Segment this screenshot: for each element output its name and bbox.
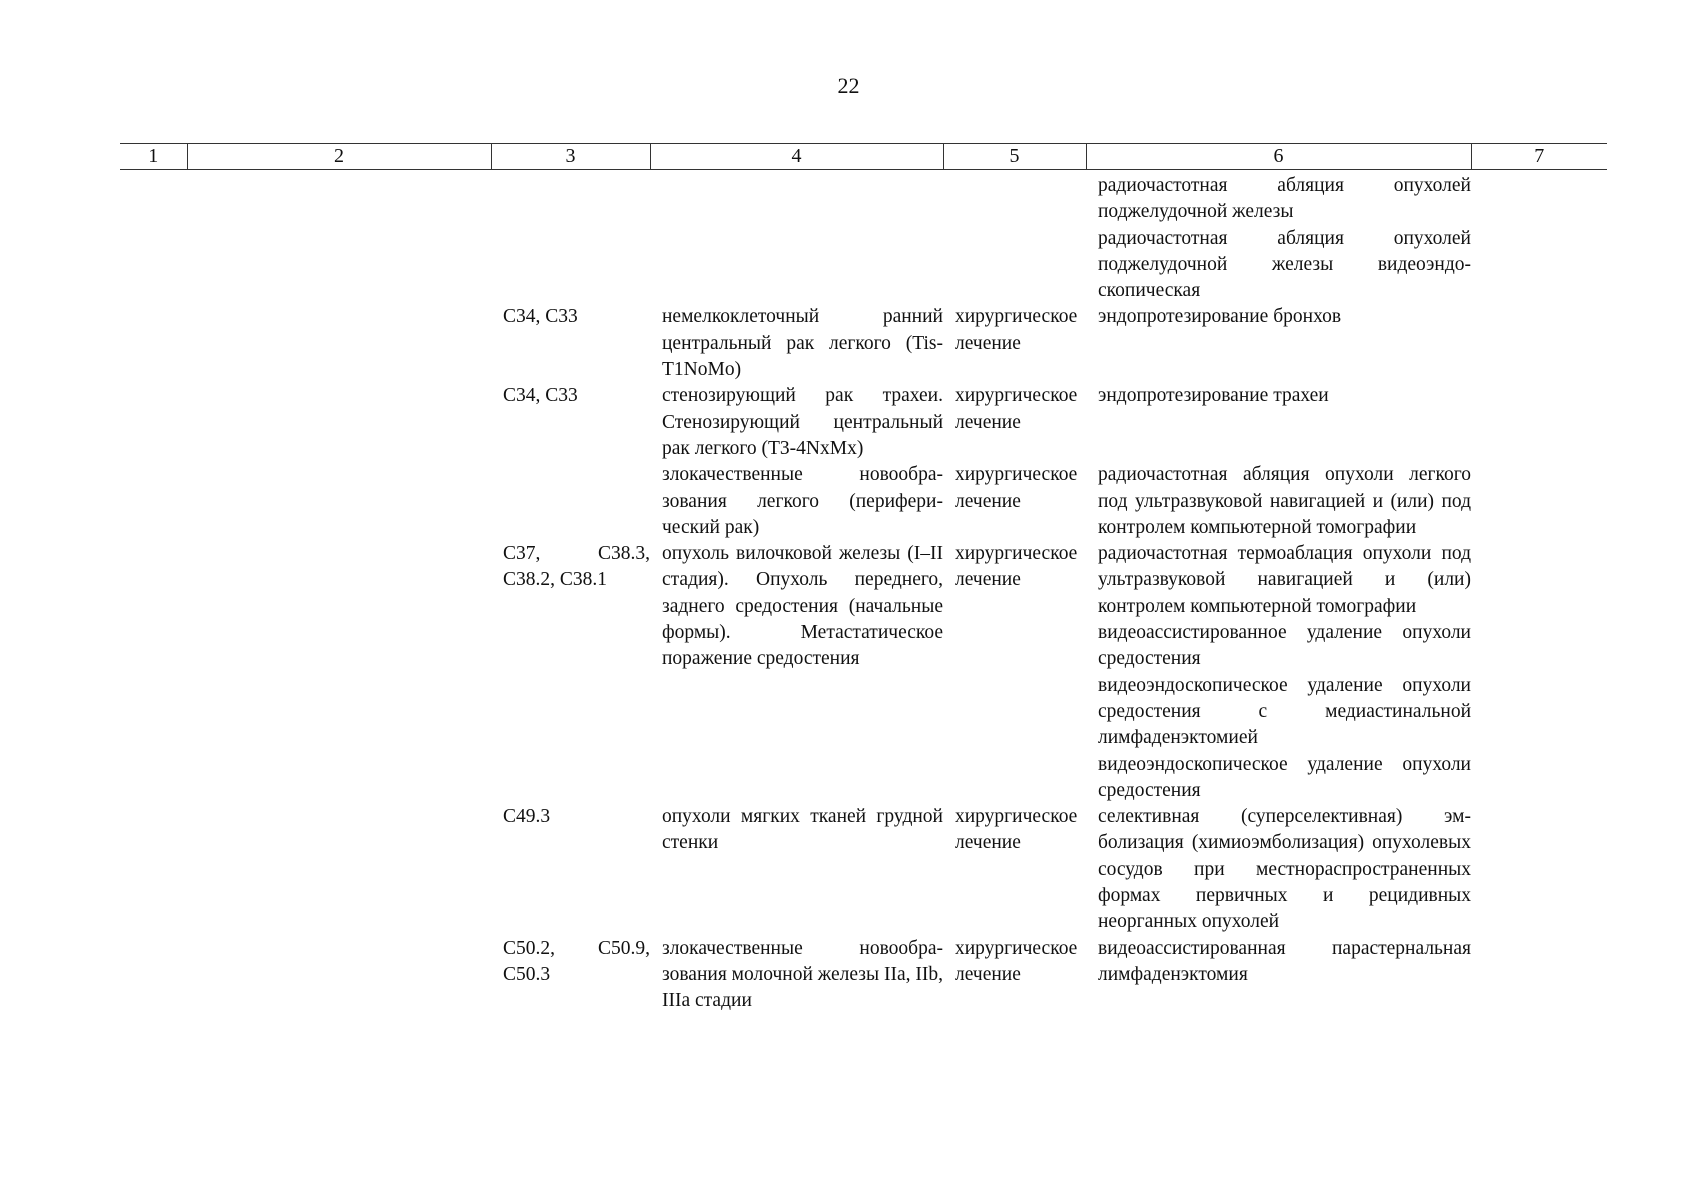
cell-col1	[120, 541, 187, 804]
method-cell	[1086, 936, 1471, 1015]
cell-col2	[187, 170, 491, 305]
cell-col2	[187, 804, 491, 935]
icd-code-cell: С50.2, С50.9, С50.3	[503, 937, 650, 985]
icd-code-cell: С34, С33	[503, 385, 578, 407]
cell-col2	[187, 383, 491, 462]
column-number: 5	[943, 144, 1086, 170]
cell-col1	[120, 383, 187, 462]
diagnosis-cell	[650, 170, 943, 305]
treatment-table	[120, 143, 1607, 1015]
method-item: видеоэндоскопическое удаление опухоли средостения с медиастинальной лимфаденэктомией	[1098, 674, 1471, 749]
column-number: 7	[1471, 144, 1607, 170]
table-row	[120, 804, 1607, 935]
cell-col7	[1471, 804, 1607, 935]
diagnosis-cell: опухоли мягких тканей грудной стенки	[662, 806, 943, 854]
cell-col7	[1471, 936, 1607, 1015]
treatment-type-cell: хирургическое лечение	[955, 806, 1078, 854]
method-item: радиочастотная абляция опухолей поджелудочной железы	[1098, 175, 1471, 223]
cell-col7	[1471, 304, 1607, 383]
diagnosis-cell: немелкоклеточный ранний центральный рак легкого (Tis-T1NoMo)	[662, 306, 943, 381]
method-cell	[1086, 383, 1471, 462]
column-number: 4	[650, 144, 943, 170]
method-cell	[1086, 170, 1471, 305]
method-item: видеоэндоскопическое удаление опухоли средостения	[1098, 753, 1471, 801]
cell-col7	[1471, 541, 1607, 804]
diagnosis-cell: стенозирующий рак трахеи. Стенозирующий центральный рак легкого (Т3-4NxMx)	[662, 385, 943, 459]
method-cell	[1086, 804, 1471, 935]
method-item: эндопротезирование бронхов	[1098, 306, 1342, 328]
column-number-row	[120, 144, 1607, 170]
method-item: радиочастотная абляция опухоли легкого под ультразвуковой навигацией и (или) под контролем компьютерной томографии	[1098, 464, 1471, 538]
icd-code-cell	[491, 170, 650, 305]
icd-code-cell	[491, 462, 650, 541]
table-row	[120, 936, 1607, 1015]
cell-col1	[120, 304, 187, 383]
cell-col1	[120, 462, 187, 541]
table-row	[120, 170, 1607, 305]
diagnosis-cell: злокачественные новообразования легкого (периферический рак)	[662, 464, 943, 538]
icd-code-cell: С34, С33	[503, 306, 578, 328]
treatment-type-cell: хирургическое лечение	[955, 543, 1078, 591]
table-row	[120, 304, 1607, 383]
column-number: 2	[187, 144, 491, 170]
method-item: селективная (суперселективная) эмболизация (химиоэмболизация) опухолевых сосудов при местнораспространенных формах первичных и рецидивных неорганных опухолей	[1098, 806, 1471, 933]
page-number: 22	[837, 73, 860, 98]
method-cell	[1086, 462, 1471, 541]
method-item: эндопротезирование трахеи	[1098, 385, 1329, 407]
cell-col2	[187, 936, 491, 1015]
table-row	[120, 541, 1607, 804]
method-cell	[1086, 304, 1471, 383]
cell-col7	[1471, 383, 1607, 462]
treatment-type-cell: хирургическое лечение	[955, 385, 1078, 433]
diagnosis-cell: опухоль вилочковой железы (I–II стадия). Опухоль переднего, заднего средостения (начальные формы). Метастатическое поражение средостения	[662, 543, 943, 670]
treatment-type-cell: хирургическое лечение	[955, 464, 1078, 512]
column-number: 6	[1086, 144, 1471, 170]
method-cell	[1086, 541, 1471, 804]
icd-code-cell: С37, С38.3, С38.2, С38.1	[503, 543, 650, 591]
cell-col2	[187, 304, 491, 383]
cell-col2	[187, 462, 491, 541]
column-number: 3	[491, 144, 650, 170]
cell-col7	[1471, 170, 1607, 305]
method-item: радиочастотная термоаблация опухоли под ультразвуковой навигацией и (или) контролем компьютерной томографии	[1098, 543, 1471, 617]
treatment-type-cell: хирургическое лечение	[955, 306, 1078, 354]
icd-code-cell: С49.3	[503, 806, 551, 828]
cell-col2	[187, 541, 491, 804]
column-number: 1	[120, 144, 187, 170]
table-row	[120, 383, 1607, 462]
diagnosis-cell: злокачественные новообразования молочной железы IIa, IIb, IIIa стадии	[662, 937, 943, 1012]
treatment-type-cell: хирургическое лечение	[955, 937, 1078, 985]
method-item: видеоассистированное удаление опухоли средостения	[1098, 622, 1471, 670]
treatment-type-cell	[943, 170, 1086, 305]
table-row	[120, 462, 1607, 541]
cell-col1	[120, 804, 187, 935]
cell-col7	[1471, 462, 1607, 541]
cell-col1	[120, 170, 187, 305]
method-item: радиочастотная абляция опухолей поджелудочной железы видеоэндоскопическая	[1098, 227, 1471, 302]
cell-col1	[120, 936, 187, 1015]
method-item: видеоассистированная парастернальная лимфаденэктомия	[1098, 937, 1471, 985]
